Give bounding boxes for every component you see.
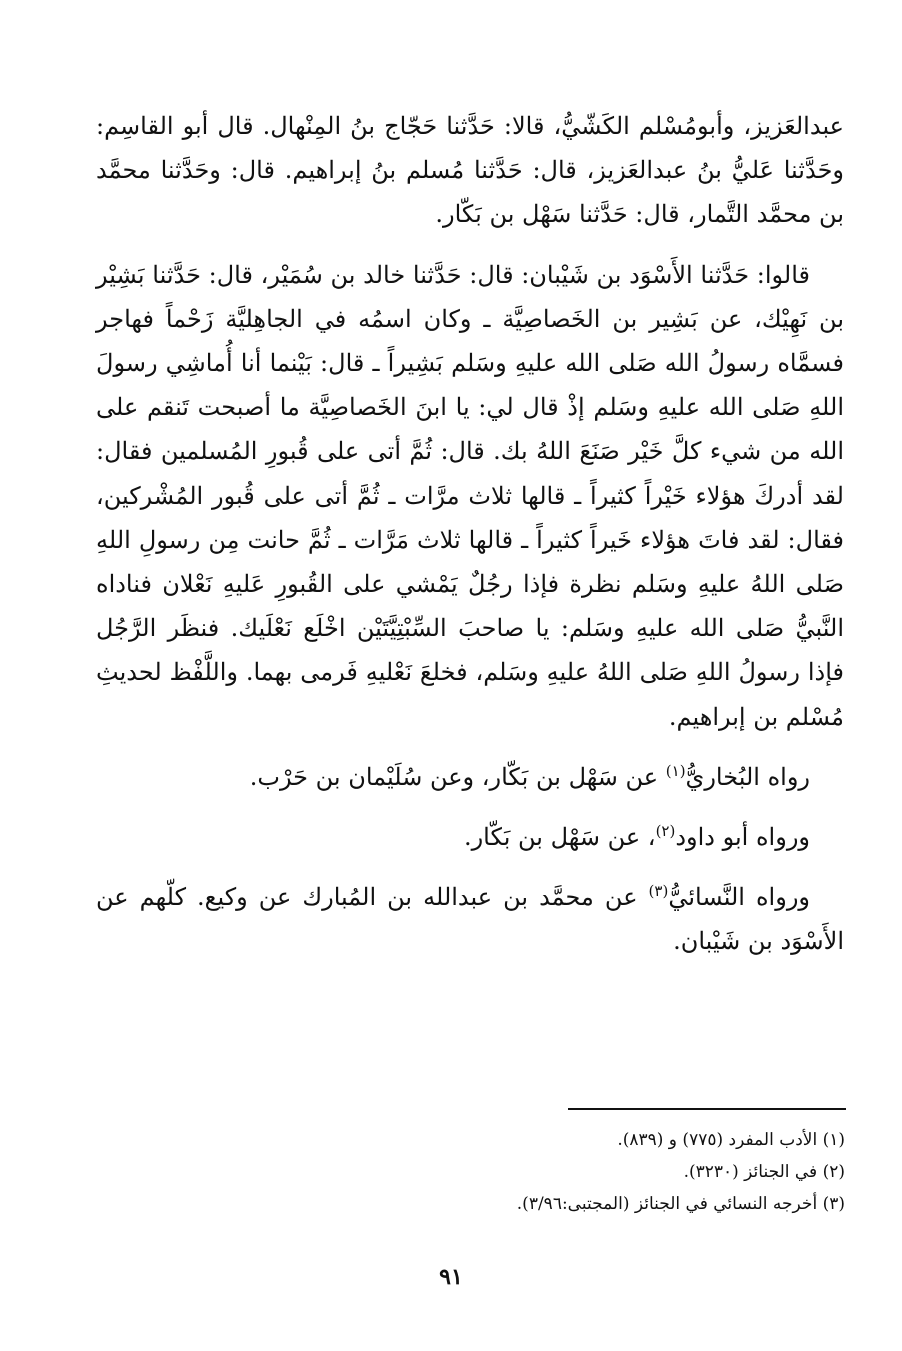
footnote-marker-2: (٢): [655, 822, 676, 841]
paragraph-nasai-reference: [96, 875, 844, 963]
paragraph-text-part: عن سَهْل بن بَكّار، وعن سُلَيْمان بن حَرْب.: [249, 762, 666, 791]
paragraph-hadith-text: قالوا: حَدَّثنا الأَسْوَد بن شَيْبان: قال: حَدَّثنا خالد بن سُمَيْر، قال: حَدَّثنا بَشِيْر بن نَهِيْك، عن بَشِير بن الخَصاصِيَّة ـ وكان اسمُه في الجاهِليَّة زَحْماً فهاجر فسمَّاه رسولُ الله صَلى الله عليهِ وسَلم بَشِيراً ـ قال: بَيْنما أنا أُماشِي رسولَ اللهِ صَلى الله عليهِ وسَلم إذْ قال لي: يا ابنَ الخَصاصِيَّة ما أصبحت تَنقم على الله من شيء كلَّ خَيْر صَنَعَ اللهُ بك. قال: ثُمَّ أتى على قُبورِ المُسلمين فقال: لقد أدركَ هؤلاء خَيْراً كثيراً ـ قالها ثلاث مرَّات ـ ثُمَّ أتى على قُبور المُشْركين، فقال: لقد فاتَ هؤلاء خَيراً كثيراً ـ قالها ثلاث مَرَّات ـ ثُمَّ حانت مِن رسولِ اللهِ صَلى اللهُ عليهِ وسَلم نظرة فإذا رجُلٌ يَمْشي على القُبورِ عَليهِ نَعْلان فناداه النَّبيُّ صَلى الله عليهِ وسَلم: يا صاحبَ السِّبْتِيَّتَيْن اخْلَع نَعْلَيك. فنظَر الرَّجُل فإذا رسولُ اللهِ صَلى اللهُ عليهِ وسَلم، فخلعَ نَعْليهِ فَرمى بهما. واللَّفْظ لحديثِ مُسْلم بن إبراهيم.: [96, 260, 844, 731]
footnotes: [300, 1124, 845, 1220]
paragraph-text-part: ورواه النَّسائيُّ: [668, 883, 810, 912]
footnote-2: (٢) في الجنائز (٣٢٣٠).: [683, 1162, 845, 1182]
main-text: [96, 104, 844, 964]
page-number: ٩١: [439, 1264, 463, 1290]
paragraph-text-part: ، عن سَهْل بن بَكّار.: [463, 823, 656, 852]
footnote-separator: [568, 1108, 846, 1110]
footnote-1: (١) الأدب المفرد (٧٧٥) و (٨٣٩).: [617, 1130, 845, 1150]
paragraph-text-part: ورواه أبو داود: [675, 823, 810, 852]
footnote-marker-3: (٣): [648, 882, 669, 901]
paragraph-text-part: عن محمَّد بن عبدالله بن المُبارك عن وكيع. كلّهم عن الأَسْوَد بن شَيْبان.: [96, 883, 844, 956]
paragraph-chain-of-narrators: عبدالعَزيز، وأبومُسْلم الكَشّيُّ، قالا: حَدَّثنا حَجّاج بنُ المِنْهال. قال أبو القاسِم: وحَدَّثنا عَليُّ بنُ عبدالعَزيز، قال: حَدَّثنا مُسلم بنُ إبراهيم. قال: وحَدَّثنا محمَّد بن محمَّد التَّمار، قال: حَدَّثنا سَهْل بن بَكّار.: [96, 112, 844, 229]
paragraph-abu-dawud-reference: [96, 815, 844, 859]
paragraph-text-part: رواه البُخاريُّ: [685, 762, 810, 791]
footnote-3: (٣) أخرجه النسائي في الجنائز (المجتبى:٣/٩٦).: [516, 1194, 845, 1214]
paragraph-bukhari-reference: [96, 755, 844, 799]
footnote-marker-1: (١): [665, 761, 686, 780]
